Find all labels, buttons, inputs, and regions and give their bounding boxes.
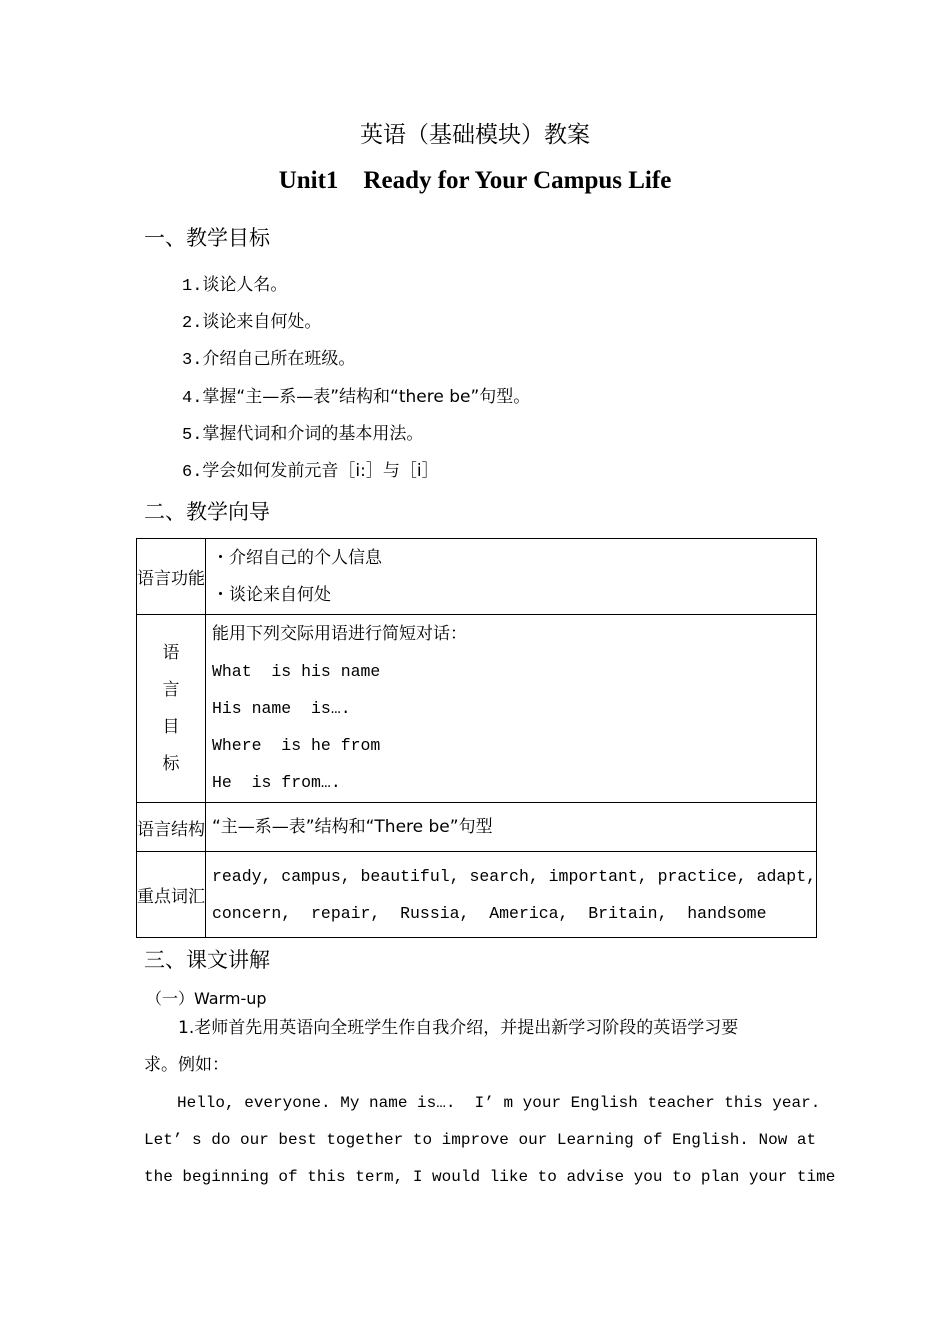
row-label-key-vocabulary: 重点词汇 (137, 852, 206, 938)
teaching-guide-table (136, 538, 817, 938)
unit-title: Unit1 Ready for Your Campus Life (278, 167, 672, 194)
row-content: ・介绍自己的个人信息 ・谈论来自何处 (206, 539, 817, 615)
section-heading-guide: 二、教学向导 (144, 500, 270, 524)
row-content: ready, campus, beautiful, search, important, practice, adapt, concern, repair, Russia, America, Britain, handsome (206, 852, 817, 938)
objective-item: 3.介绍自己所在班级。 (182, 349, 356, 370)
objective-item: 5.掌握代词和介词的基本用法。 (182, 424, 424, 445)
objective-item: 6.学会如何发前元音［i:］与［i］ (182, 461, 439, 482)
objective-item: 1.谈论人名。 (182, 275, 288, 296)
table-row (137, 615, 817, 803)
row-label-language-structure: 语言结构 (137, 803, 206, 852)
objective-item: 4.掌握“主—系—表”结构和“there be”句型。 (182, 387, 531, 408)
table-row (137, 539, 817, 615)
section-heading-lesson: 三、课文讲解 (144, 948, 270, 972)
section-heading-objectives: 一、教学目标 (144, 226, 270, 250)
row-content: “主—系—表”结构和“There be”句型 (206, 803, 817, 852)
paragraph-english-example: Hello, everyone. My name is…. I’ m your English teacher this year. Let’ s do our best together to improve our Learning of English. Now at the beginning of this term, I would like to advise you to plan your time (144, 1094, 836, 1186)
subsection-heading-warmup: （一）Warm-up (146, 989, 267, 1008)
objective-item: 2.谈论来自何处。 (182, 312, 322, 333)
table-row (137, 852, 817, 938)
paragraph-intro: 1.老师首先用英语向全班学生作自我介绍，并提出新学习阶段的英语学习要 求。例如： (144, 1018, 739, 1075)
row-content: 能用下列交际用语进行简短对话： What is his name His name is…. Where is he from He is from…. (206, 615, 817, 803)
document-title: 英语（基础模块）教案 (360, 122, 590, 148)
row-label-language-function: 语言功能 (137, 539, 206, 615)
row-label-language-goals: 语 言 目 标 (137, 615, 206, 803)
table-row (137, 803, 817, 852)
